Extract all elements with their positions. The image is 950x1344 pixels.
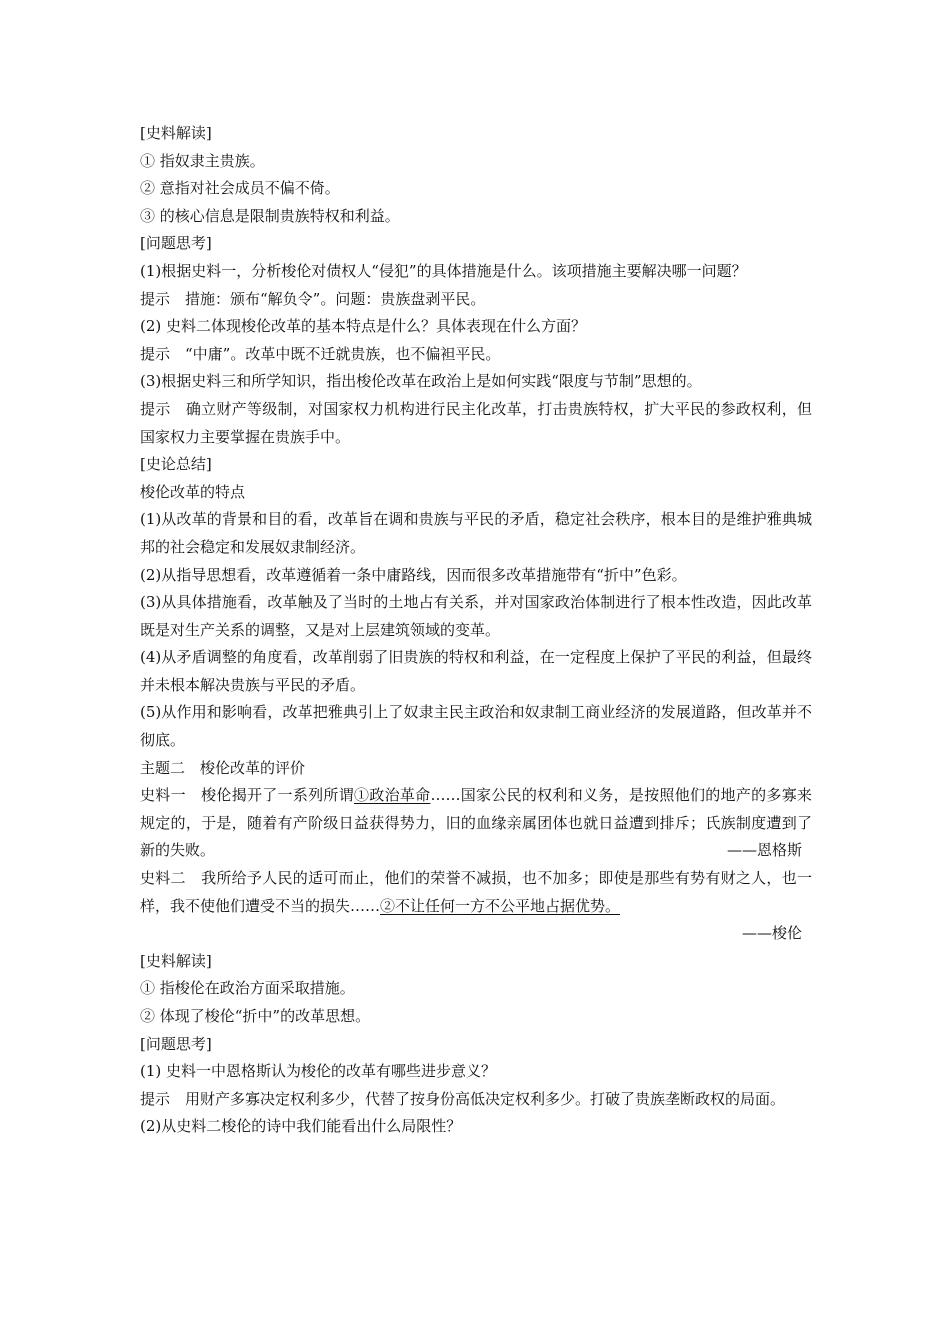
section-heading: [史料解读] xyxy=(140,124,212,142)
interpretation-item: ① 指梭伦在政治方面采取措施。 xyxy=(140,979,355,998)
summary-point: (2)从指导思想看，改革遵循着一条中庸路线，因而很多改革措施带有“折中”色彩。 xyxy=(140,565,687,584)
answer-hint: 提示 “中庸”。改革中既不迁就贵族，也不偏袒平民。 xyxy=(140,344,501,363)
section-heading: [史论总结] xyxy=(140,455,212,474)
theme-heading: 主题二 梭伦改革的评价 xyxy=(140,758,306,777)
source-text: 史料一 梭伦揭开了一系列所谓 xyxy=(140,786,354,805)
answer-hint: 提示 措施：颁布“解负令”。问题：贵族盘剥平民。 xyxy=(140,289,486,308)
section-heading: [问题思考] xyxy=(140,1034,212,1053)
source-excerpt-2 xyxy=(140,865,812,920)
question: (1) 史料一中恩格斯认为梭伦的改革有哪些进步意义？ xyxy=(140,1062,497,1081)
summary-point: (4)从矛盾调整的角度看，改革削弱了旧贵族的特权和利益，在一定程度上保护了平民的利益，但最终并未根本解决贵族与平民的矛盾。 xyxy=(140,648,812,694)
question: (2) 史料二体现梭伦改革的基本特点是什么？具体表现在什么方面？ xyxy=(140,317,587,336)
document-page xyxy=(140,120,812,1141)
source-attribution: ——梭伦 xyxy=(741,924,802,943)
section-heading: [史料解读] xyxy=(140,951,212,970)
question: (3)根据史料三和所学知识，指出梭伦改革在政治上是如何实践“限度与节制”思想的。 xyxy=(140,372,702,391)
source-text: ……国家公民的权利和义务，是按照他们的地产的多寡来规定的，于是，随着有产阶级日益获得势力，旧的血缘亲属团体也就日益遭到排斥；氏族制度遭到了新的失败。 xyxy=(140,786,812,860)
summary-point: (1)从改革的背景和目的看，改革旨在调和贵族与平民的矛盾，稳定社会秩序，根本目的是维护雅典城邦的社会稳定和发展奴隶制经济。 xyxy=(140,510,812,556)
source-text: 史料二 我所给予人民的适可而止，他们的荣誉不减损，也不加多；即使是那些有势有财之人，也一样，我不使他们遭受不当的损失…… xyxy=(140,869,812,915)
section-heading: [问题思考] xyxy=(140,234,212,253)
question: (1)根据史料一，分析梭伦对债权人“侵犯”的具体措施是什么。该项措施主要解决哪一问题？ xyxy=(140,261,747,280)
summary-point: (5)从作用和影响看，改革把雅典引上了奴隶主民主政治和奴隶制工商业经济的发展道路，但改革并不彻底。 xyxy=(140,703,812,750)
summary-title: 梭伦改革的特点 xyxy=(140,482,246,501)
question: (2)从史料二梭伦的诗中我们能看出什么局限性？ xyxy=(140,1117,462,1136)
source-excerpt-1 xyxy=(140,782,812,865)
answer-hint: 提示 用财产多寡决定权利多少，代替了按身份高低决定权利多少。打破了贵族垄断政权的局面。 xyxy=(140,1089,786,1108)
underlined-term: ①政治革命 xyxy=(354,786,431,805)
summary-point: (3)从具体措施看，改革触及了当时的土地占有关系，并对国家政治体制进行了根本性改造，因此改革既是对生产关系的调整，又是对上层建筑领域的变革。 xyxy=(140,593,812,639)
source-attribution: ——恩格斯 xyxy=(726,841,802,860)
interpretation-item: ③ 的核心信息是限制贵族特权和利益。 xyxy=(140,206,400,225)
interpretation-item: ② 意指对社会成员不偏不倚。 xyxy=(140,179,340,198)
answer-hint: 提示 确立财产等级制，对国家权力机构进行民主化改革，打击贵族特权，扩大平民的参政权利，但国家权力主要掌握在贵族手中。 xyxy=(140,399,812,446)
interpretation-item: ① 指奴隶主贵族。 xyxy=(140,151,265,170)
underlined-term: ②不让任何一方不公平地占据优势。 xyxy=(380,896,621,915)
interpretation-item: ② 体现了梭伦“折中”的改革思想。 xyxy=(140,1007,371,1025)
